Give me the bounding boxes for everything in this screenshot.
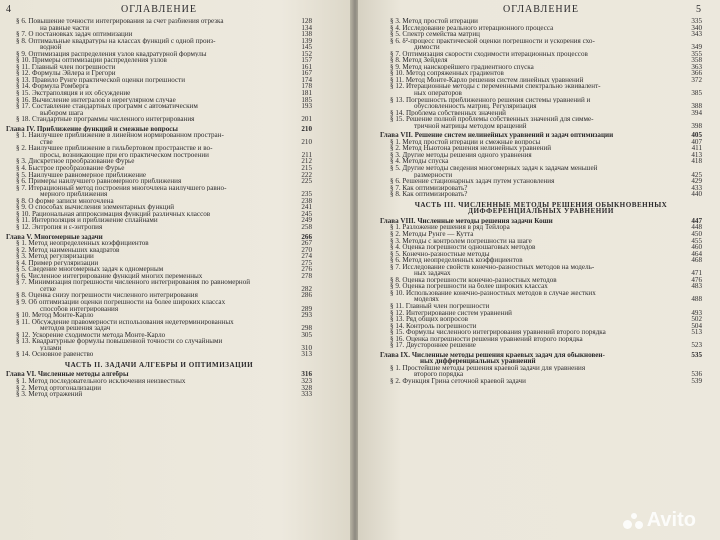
- toc-entry-page: 355: [691, 50, 702, 58]
- avito-watermark: [623, 509, 696, 532]
- toc-entry-page: 274: [301, 253, 312, 260]
- toc-entry-page: 152: [301, 50, 312, 58]
- toc-entry-page: 235: [301, 191, 312, 198]
- toc-entry-title: § 3. Дискретное преобразование Фурье: [16, 158, 135, 166]
- toc-section-entry: [6, 351, 312, 358]
- toc-entry-title: моделях: [414, 296, 439, 303]
- toc-entry-title: § 9. Метод наискорейшего градиентного спуска: [390, 63, 534, 71]
- toc-entry-title: § 16. Оценка погрешности решения уравнений второго порядка: [390, 335, 583, 343]
- toc-entry-title: § 7. Итерационный метод построения многочлена наилучшего равно-: [16, 184, 227, 192]
- toc-entry-page: 245: [301, 210, 312, 218]
- toc-entry-page: 298: [301, 325, 312, 332]
- toc-entry-title: § 13. Квадратурные формулы повышенной точности со случайными: [16, 338, 223, 345]
- toc-entry-title: узлами: [40, 344, 62, 352]
- toc-entry-title: § 1. Наилучшее приближение в линейном нормированном простран-: [16, 132, 224, 139]
- toc-entry-title: § 10. Использование конечно-разностных методов в случае жестких: [390, 289, 596, 297]
- toc-entry-title: § 8. Оптимальные квадратуры на классах функций с одной произ-: [16, 37, 216, 45]
- toc-entry-page: 440: [691, 191, 702, 198]
- toc-entry-page: 418: [691, 158, 702, 166]
- toc-entry-page: 523: [691, 342, 702, 349]
- toc-section-entry: [380, 342, 702, 349]
- toc-entry-page: 210: [301, 138, 312, 146]
- toc-entry-title: § 3. Метод простой итерации: [390, 18, 478, 25]
- toc-entry-title: § 16. Вычисление интегралов в нерегулярном случае: [16, 96, 176, 104]
- toc-entry-title: Глава IV. Приближение функций и смежные вопросы: [6, 125, 178, 133]
- toc-entry-page: 388: [691, 103, 702, 110]
- toc-entry-page: 448: [691, 224, 702, 231]
- right-page-header: [380, 4, 702, 16]
- toc-entry-title: просы, возникающие при его практическом построении: [40, 151, 209, 159]
- toc-entry-page: 258: [301, 223, 312, 231]
- toc-entry-title: § 6. Примеры наилучшего равномерного приближения: [16, 178, 182, 185]
- toc-entry-page: 139: [301, 37, 312, 45]
- toc-entry-title: § 6. Численное интегрирование функций многих переменных: [16, 272, 203, 280]
- toc-entry-page: 241: [301, 204, 312, 211]
- toc-entry-title: § 11. Главный член погрешности: [16, 63, 116, 71]
- toc-entry-page: 385: [691, 90, 702, 97]
- toc-entry-title: § 4. Пример регуляризации: [16, 259, 99, 267]
- toc-entry-page: 413: [691, 151, 702, 159]
- toc-entry-page: 323: [301, 377, 312, 385]
- toc-entry-page: 539: [691, 377, 702, 385]
- toc-entry-title: § 1. Разложение решения в ряд Тейлора: [390, 224, 510, 231]
- toc-entry-title: § 7. О постановках задач оптимизации: [16, 31, 133, 38]
- toc-entry-page: 536: [691, 371, 702, 378]
- toc-entry-title: § 5. Спектр семейства матриц: [390, 31, 480, 38]
- toc-entry-page: 411: [691, 145, 702, 152]
- toc-entry-title: водной: [40, 44, 62, 51]
- toc-entry-page: 157: [301, 57, 312, 64]
- toc-entry-page: 282: [301, 285, 312, 293]
- toc-entry-title: § 12. Энтропия и ε-энтропия: [16, 223, 103, 231]
- toc-entry-title: § 9. О способах вычисления элементарных функций: [16, 204, 175, 211]
- toc-entry-title: § 2. Метод Ньютона решения нелинейных уравнений: [390, 145, 552, 152]
- toc-entry-title: § 11. Интерполяция и приближение сплайнами: [16, 217, 158, 224]
- toc-entry-title: ных задачах: [414, 270, 451, 277]
- toc-entry-page: 193: [301, 103, 312, 110]
- toc-entry-title: Глава V. Многомерные задачи: [6, 233, 103, 241]
- toc-entry-page: 513: [691, 329, 702, 336]
- toc-entry-title: § 4. Исследование реального итерационного процесса: [390, 24, 554, 32]
- toc-entry-page: 225: [301, 178, 312, 185]
- toc-entry-title: § 11. Обсуждение правомерности использования недетерминированных: [16, 318, 234, 326]
- toc-entry-title: § 1. Метод последовательного исключения неизвестных: [16, 377, 186, 385]
- toc-entry-page: 270: [301, 246, 312, 254]
- toc-entry-title: § 2. Методы Рунге — Кутта: [390, 230, 474, 238]
- toc-entry-title: § 1. Метод простой итерации и смежные вопросы: [390, 138, 541, 146]
- toc-entry-page: 275: [301, 259, 312, 267]
- toc-entry-page: 333: [301, 391, 312, 398]
- toc-entry-page: 394: [691, 109, 702, 117]
- toc-entry-page: 174: [301, 76, 312, 84]
- toc-entry-title: ДИФФЕРЕНЦИАЛЬНЫХ УРАВНЕНИЙ: [468, 208, 614, 215]
- toc-entry-title: Глава VI. Численные методы алгебры: [6, 371, 129, 378]
- toc-entry-page: 450: [691, 230, 702, 238]
- toc-entry-title: способов интегрирования: [40, 305, 119, 313]
- toc-entry-title: § 6. δ²-процесс практической оценки погрешности и ускорения схо-: [390, 37, 595, 45]
- left-page-header: [6, 4, 312, 16]
- toc-entry-title: § 7. Исследование свойств конечно-разностных методов на модель-: [390, 263, 595, 271]
- toc-entry-title: § 2. Метод наименьших квадратов: [16, 246, 120, 254]
- toc-entry-page: 343: [691, 31, 702, 38]
- avito-watermark-text: Avito: [646, 509, 696, 531]
- toc-entry-title: § 14. Контроль погрешности: [390, 322, 477, 330]
- toc-entry-title: § 7. Минимизация погрешности численного интегрирования по равномерной: [16, 279, 251, 286]
- toc-entry-page: 178: [301, 83, 312, 91]
- toc-entry-page: 181: [301, 90, 312, 97]
- toc-entry-title: § 1. Метод неопределенных коэффициентов: [16, 240, 149, 247]
- toc-entry-page: 398: [691, 122, 702, 130]
- right-page-title: ОГЛАВЛЕНИЕ: [503, 4, 579, 15]
- toc-entry-title: § 5. Сведение многомерных задач к одномерным: [16, 266, 164, 273]
- toc-entry-page: 222: [301, 171, 312, 179]
- toc-entry-title: § 4. Методы спуска: [390, 158, 449, 166]
- toc-entry-title: § 2. Наилучшее приближение в гильбертовом пространстве и во-: [16, 145, 213, 152]
- toc-entry-page: 468: [691, 257, 702, 264]
- toc-entry-title: § 13. Ряд общих вопросов: [390, 316, 468, 323]
- toc-entry-page: 276: [301, 266, 312, 273]
- toc-entry-title: § 9. Оценка погрешности на более широких классах: [390, 283, 548, 290]
- toc-entry-page: 212: [301, 158, 312, 166]
- toc-entry-title: § 6. Метод неопределенных коэффициентов: [390, 257, 523, 264]
- toc-entry-title: § 5. Наилучшее равномерное приближение: [16, 171, 147, 179]
- toc-entry-title: § 3. Методы с контролем погрешности на шаге: [390, 237, 532, 245]
- toc-entry-page: 215: [301, 165, 312, 172]
- toc-entry-title: § 12. Интегрирование систем уравнений: [390, 309, 512, 317]
- toc-entry-page: 145: [301, 44, 312, 51]
- toc-entry-title: § 10. Примеры оптимизации распределения узлов: [16, 57, 167, 64]
- toc-entry-page: 249: [301, 217, 312, 224]
- toc-entry-title: § 9. Оптимизация распределения узлов квадратурной формулы: [16, 50, 207, 58]
- toc-entry-page: 328: [301, 384, 312, 392]
- toc-entry-title: § 12. Формулы Эйлера и Грегори: [16, 70, 116, 77]
- toc-entry-title: § 8. Метод Зейделя: [390, 57, 448, 64]
- toc-entry-page: 464: [691, 250, 702, 258]
- toc-entry-title: § 13. Погрешность приближенного решения системы уравнений и: [390, 96, 591, 104]
- toc-entry-page: 447: [691, 217, 702, 225]
- toc-entry-title: § 10. Метод Монте-Карло: [16, 312, 94, 319]
- toc-entry-title: § 13. Правило Рунге практической оценки погрешности: [16, 76, 186, 84]
- toc-entry-page: 310: [301, 344, 312, 352]
- toc-entry-page: 471: [691, 270, 702, 277]
- toc-entry-page: 488: [691, 296, 702, 303]
- toc-entry-page: 238: [301, 197, 312, 205]
- toc-entry-page: 502: [691, 316, 702, 323]
- toc-entry-title: Глава VIII. Численные методы решения задачи Коши: [380, 217, 553, 225]
- toc-entry-title: выбором шага: [40, 109, 84, 117]
- toc-entry-title: § 6. Повышение точности интегрирования за счет разбиения отрезка: [16, 18, 224, 25]
- toc-entry-title: § 1. Простейшие методы решения краевой задачи для уравнения: [390, 364, 586, 372]
- toc-entry-title: § 8. Оценка снизу погрешности численного интегрирования: [16, 292, 198, 299]
- toc-entry-page: 313: [301, 351, 312, 358]
- avito-logo-icon: [623, 512, 643, 530]
- left-page-number: 4: [6, 4, 12, 15]
- toc-section-entry: [6, 116, 312, 123]
- toc-section-entry: [6, 224, 312, 231]
- toc-entry-title: § 14. Основное равенство: [16, 351, 94, 358]
- toc-entry-title: § 14. Формула Ромберга: [16, 83, 89, 91]
- toc-entry-page: 405: [691, 132, 702, 139]
- toc-entry-title: димости: [414, 44, 440, 51]
- toc-entry-title: § 10. Рациональная аппроксимация функций различных классов: [16, 210, 211, 218]
- toc-entry-title: § 8. О форме записи многочлена: [16, 197, 114, 205]
- toc-entry-title: методов решения задач: [40, 325, 111, 332]
- toc-entry-title: § 8. Оценка погрешности конечно-разностных методов: [390, 276, 557, 284]
- right-page-number: 5: [696, 4, 702, 15]
- toc-entry-title: § 11. Метод Монте-Карло решения систем линейных уравнений: [390, 76, 584, 84]
- toc-entry-title: § 3. Метод отражений: [16, 391, 83, 398]
- toc-entry-title: Глава VII. Решение систем нелинейных уравнений и задач оптимизации: [380, 132, 614, 139]
- toc-entry-title: § 3. Метод регуляризации: [16, 253, 94, 260]
- toc-entry-page: 267: [301, 240, 312, 247]
- toc-entry-title: § 15. Экстраполяция и их обсуждение: [16, 90, 131, 97]
- toc-entry-page: 407: [691, 138, 702, 146]
- toc-entry-title: § 18. Стандартные программы численного интегрирования: [16, 116, 195, 123]
- toc-entry-title: § 9. Об оптимизации оценки погрешности на более широких классах: [16, 298, 226, 306]
- toc-entry-page: 460: [691, 244, 702, 251]
- toc-entry-title: второго порядка: [414, 371, 464, 378]
- toc-entry-page: 201: [301, 116, 312, 123]
- toc-entry-page: 535: [691, 351, 702, 359]
- toc-entry-title: обусловленность матриц. Регуляризация: [414, 103, 537, 110]
- toc-entry-page: 372: [691, 76, 702, 84]
- toc-entry-title: § 3. Другие методы решения одного уравнения: [390, 151, 532, 159]
- toc-entry-title: § 12. Итерационные методы с переменными спектрально эквивалент-: [390, 83, 601, 91]
- toc-entry-title: § 12. Ускорение сходимости метода Монте-Карло: [16, 331, 166, 339]
- toc-entry-page: 340: [691, 24, 702, 32]
- toc-entry-title: ных дифференциальных уравнений: [420, 358, 536, 365]
- toc-entry-page: 266: [301, 233, 312, 241]
- toc-entry-page: 211: [301, 151, 312, 159]
- toc-entry-page: 305: [301, 331, 312, 339]
- toc-section-entry: [380, 378, 702, 385]
- toc-entry-page: 335: [691, 18, 702, 25]
- toc-entry-page: 349: [691, 44, 702, 51]
- left-toc-list: [6, 18, 312, 398]
- toc-entry-page: 128: [301, 18, 312, 25]
- toc-entry-title: Глава IX. Численные методы решения краевых задач для обыкновен-: [380, 351, 605, 359]
- toc-entry-page: 293: [301, 312, 312, 319]
- toc-entry-page: 286: [301, 292, 312, 299]
- left-page-title: ОГЛАВЛЕНИЕ: [121, 4, 197, 15]
- toc-entry-page: 429: [691, 178, 702, 185]
- toc-entry-page: 493: [691, 309, 702, 317]
- toc-entry-page: 161: [301, 63, 312, 71]
- toc-entry-page: 358: [691, 57, 702, 64]
- toc-entry-page: 138: [301, 31, 312, 38]
- toc-entry-title: § 15. Решение полной проблемы собственных значений для симме-: [390, 116, 594, 123]
- toc-entry-title: сетке: [40, 285, 56, 293]
- toc-entry-page: 504: [691, 322, 702, 330]
- toc-entry-title: стве: [40, 138, 53, 146]
- toc-entry-title: § 4. Быстрое преобразование Фурье: [16, 165, 125, 172]
- right-page: [358, 0, 720, 540]
- toc-entry-title: ЧАСТЬ III. ЧИСЛЕННЫЕ МЕТОДЫ РЕШЕНИЯ ОБЫКНОВЕННЫХ: [414, 201, 668, 209]
- toc-entry-title: § 10. Метод сопряженных градиентов: [390, 70, 504, 77]
- toc-entry-title: § 2. Функция Грина сеточной краевой задачи: [390, 377, 526, 385]
- toc-entry-title: § 11. Главный член погрешности: [390, 302, 490, 310]
- toc-entry-title: ЧАСТЬ II. ЗАДАЧИ АЛГЕБРЫ И ОПТИМИЗАЦИИ: [64, 361, 254, 369]
- toc-entry-page: 433: [691, 184, 702, 192]
- toc-entry-title: § 7. Оптимизация скорости сходимости итерационных процессов: [390, 50, 588, 58]
- toc-entry-page: 185: [301, 96, 312, 104]
- toc-entry-title: ных операторов: [414, 90, 462, 97]
- toc-entry-title: § 7. Как оптимизировать?: [390, 184, 468, 192]
- toc-section-entry: [380, 191, 702, 198]
- toc-part-heading: [380, 208, 702, 215]
- toc-entry-page: 210: [301, 125, 312, 133]
- toc-entry-page: 289: [301, 305, 312, 313]
- toc-entry-page: 278: [301, 272, 312, 280]
- toc-entry-page: 366: [691, 70, 702, 77]
- toc-entry-page: 425: [691, 171, 702, 179]
- toc-section-entry: [6, 391, 312, 398]
- right-toc-list: [380, 18, 702, 385]
- toc-entry-title: § 14. Проблема собственных значений: [390, 109, 506, 117]
- toc-entry-page: 167: [301, 70, 312, 77]
- toc-entry-title: на равные части: [40, 24, 90, 32]
- toc-entry-title: размерности: [414, 171, 453, 179]
- toc-entry-title: § 17. Составление стандартных программ с автоматическим: [16, 103, 198, 110]
- toc-entry-title: § 8. Как оптимизировать?: [390, 191, 468, 198]
- toc-entry-title: § 17. Двустороннее решение: [390, 342, 476, 349]
- toc-part-heading: [6, 362, 312, 369]
- toc-entry-title: § 4. Оценка погрешности одношаговых методов: [390, 244, 536, 251]
- toc-entry-title: тричной матрицы методом вращений: [414, 122, 527, 130]
- toc-entry-page: 316: [301, 371, 312, 378]
- toc-entry-page: 134: [301, 24, 312, 32]
- toc-entry-title: § 2. Метод ортогонализации: [16, 384, 102, 392]
- toc-entry-title: § 6. Решение стационарных задач путем установления: [390, 178, 555, 185]
- toc-entry-page: 363: [691, 63, 702, 71]
- toc-entry-title: § 5. Другие методы сведения многомерных задач к задачам меньшей: [390, 165, 598, 172]
- toc-entry-page: 455: [691, 237, 702, 245]
- toc-entry-page: 476: [691, 276, 702, 284]
- toc-section-entry: [380, 123, 702, 130]
- toc-entry-page: 483: [691, 283, 702, 290]
- left-page: [0, 0, 352, 540]
- toc-entry-title: § 15. Формулы численного интегрирования уравнений второго порядка: [390, 329, 606, 336]
- toc-entry-title: мерного приближения: [40, 191, 108, 198]
- toc-entry-title: § 5. Конечно-разностные методы: [390, 250, 490, 258]
